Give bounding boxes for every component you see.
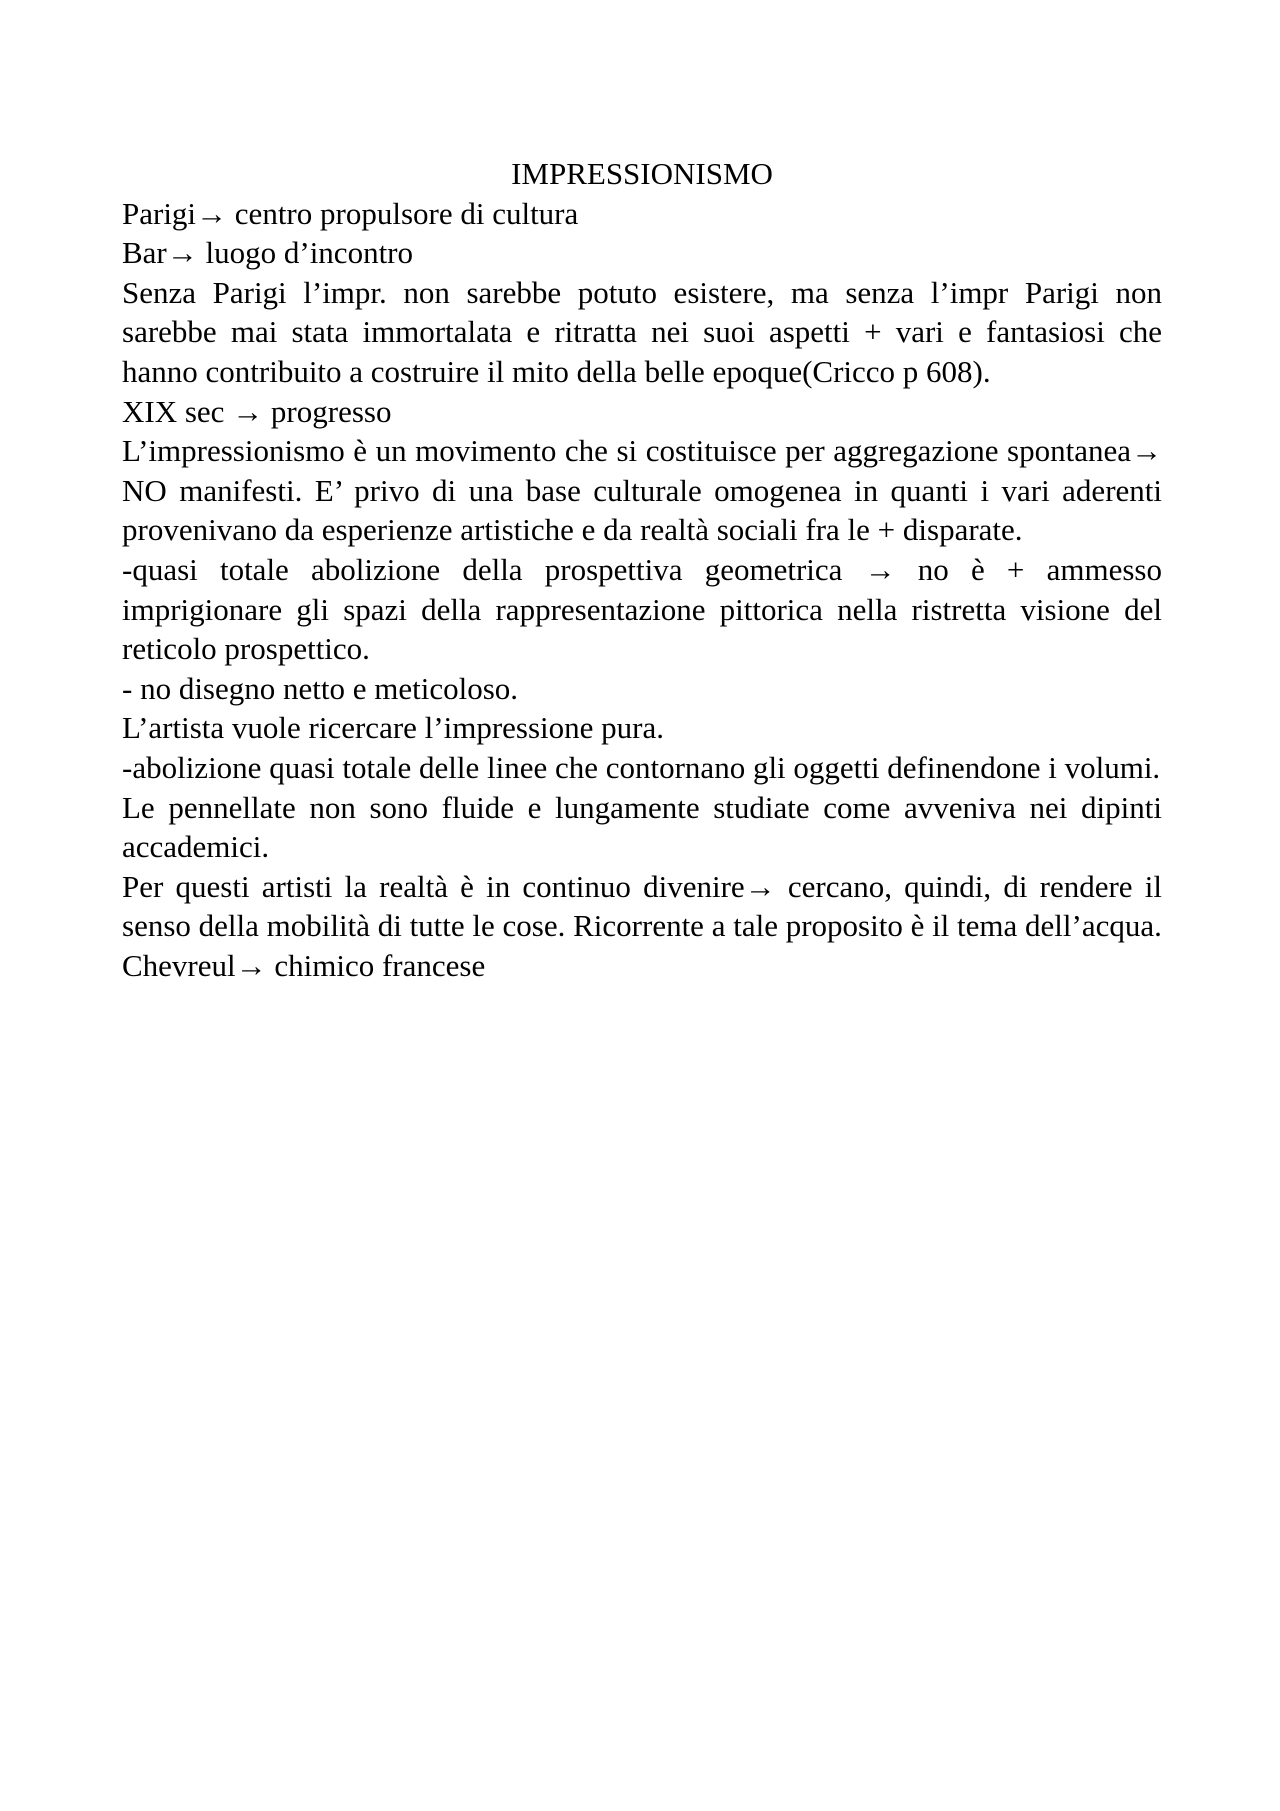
line-parigi: Parigi→ centro propulsore di cultura <box>122 195 579 231</box>
paragraph-parigi-impr: Senza Parigi l’impr. non sarebbe potuto esistere, ma senza l’impr Parigi non sarebbe mai stata immortalata e ritratta nei suoi aspetti + vari e fantasiosi che hanno contribuito a costruire il mito della belle epoque(Cricco p 608). <box>122 274 1162 389</box>
paragraph-pennellate: Le pennellate non sono fluide e lungamente studiate come avveniva nei dipinti accademici. <box>122 789 1162 865</box>
line-chevreul: Chevreul→ chimico francese <box>122 947 486 983</box>
line-xix-sec: XIX sec → progresso <box>122 393 392 429</box>
paragraph-prospettiva: -quasi totale abolizione della prospettiva geometrica → no è + ammesso imprigionare gli spazi della rappresentazione pittorica nella ristretta visione del reticolo prospettico. <box>122 551 1162 667</box>
document-title: IMPRESSIONISMO <box>511 156 773 191</box>
line-impressione-pura: L’artista vuole ricercare l’impressione pura. <box>122 710 664 746</box>
paragraph-realta: Per questi artisti la realtà è in continuo divenire→ cercano, quindi, di rendere il senso della mobilità di tutte le cose. Ricorrente a tale proposito è il tema dell’acqua. <box>122 868 1162 944</box>
paragraph-linee: -abolizione quasi totale delle linee che contornano gli oggetti definendone i volumi. <box>122 749 1161 785</box>
paragraph-movimento: L’impressionismo è un movimento che si costituisce per aggregazione spontanea→ NO manifesti. E’ privo di una base culturale omogenea in quanti i vari aderenti provenivano da esperienze artistiche e da realtà sociali fra le + disparate. <box>122 433 1162 548</box>
line-disegno: - no disegno netto e meticoloso. <box>122 670 519 706</box>
document-body <box>122 154 1162 985</box>
line-bar: Bar→ luogo d’incontro <box>122 235 414 271</box>
